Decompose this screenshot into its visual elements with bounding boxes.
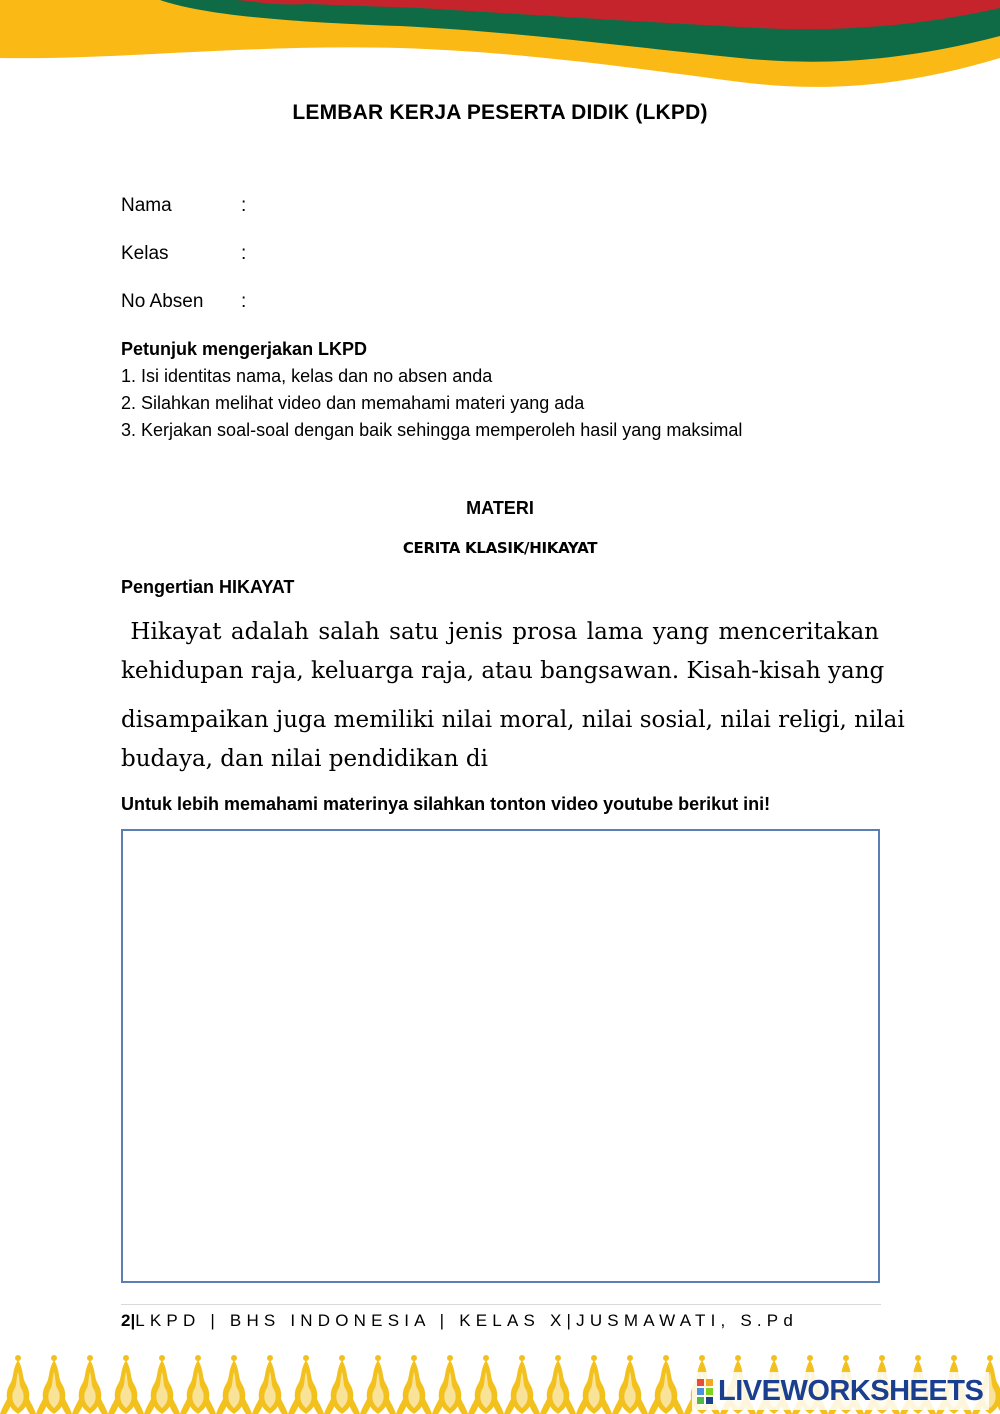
paragraph-line: kehidupan raja, keluarga raja, atau bangsawan. Kisah-kisah yang: [121, 658, 885, 684]
identity-label-name: Nama: [121, 195, 172, 216]
identity-colon-class: :: [241, 243, 247, 264]
instruction-item: 1. Isi identitas nama, kelas dan no absen anda: [121, 366, 493, 386]
identity-label-absen: No Absen: [121, 291, 204, 312]
footer-text: LKPD | BHS INDONESIA | KELAS X|JUSMAWATI, S.Pd: [135, 1311, 798, 1330]
instruction-item: 2. Silahkan melihat video dan memahami materi yang ada: [121, 393, 585, 413]
footer-separator: |: [130, 1311, 136, 1330]
video-instruction: Untuk lebih memahami materinya silahkan tonton video youtube berikut ini!: [121, 794, 771, 814]
footer: [121, 1311, 798, 1331]
footer-page-number: 2: [121, 1311, 131, 1330]
footer-divider: [121, 1304, 881, 1305]
liveworksheets-blocks-icon: [696, 1378, 714, 1405]
definition-title: Pengertian HIKAYAT: [121, 577, 295, 597]
identity-colon-name: :: [241, 195, 247, 216]
paragraph-line: Hikayat adalah salah satu jenis prosa lama yang menceritakan: [121, 619, 879, 645]
materi-subheading: CERITA KLASIK/HIKAYAT: [402, 539, 598, 557]
video-embed-placeholder[interactable]: [121, 829, 880, 1283]
top-wave-decoration: [0, 0, 1000, 95]
liveworksheets-logo-text: LIVEWORKSHEETS: [718, 1374, 984, 1407]
identity-label-class: Kelas: [121, 243, 169, 264]
liveworksheets-logo[interactable]: [692, 1372, 989, 1410]
materi-heading: MATERI: [466, 498, 534, 518]
identity-colon-absen: :: [241, 291, 247, 312]
paragraph-line: disampaikan juga memiliki nilai moral, nilai sosial, nilai religi, nilai: [121, 707, 905, 733]
paragraph-line: budaya, dan nilai pendidikan di: [121, 746, 488, 772]
instruction-item: 3. Kerjakan soal-soal dengan baik sehingga memperoleh hasil yang maksimal: [121, 420, 743, 440]
instructions-title: Petunjuk mengerjakan LKPD: [121, 339, 368, 359]
page-title: LEMBAR KERJA PESERTA DIDIK (LKPD): [292, 101, 708, 124]
